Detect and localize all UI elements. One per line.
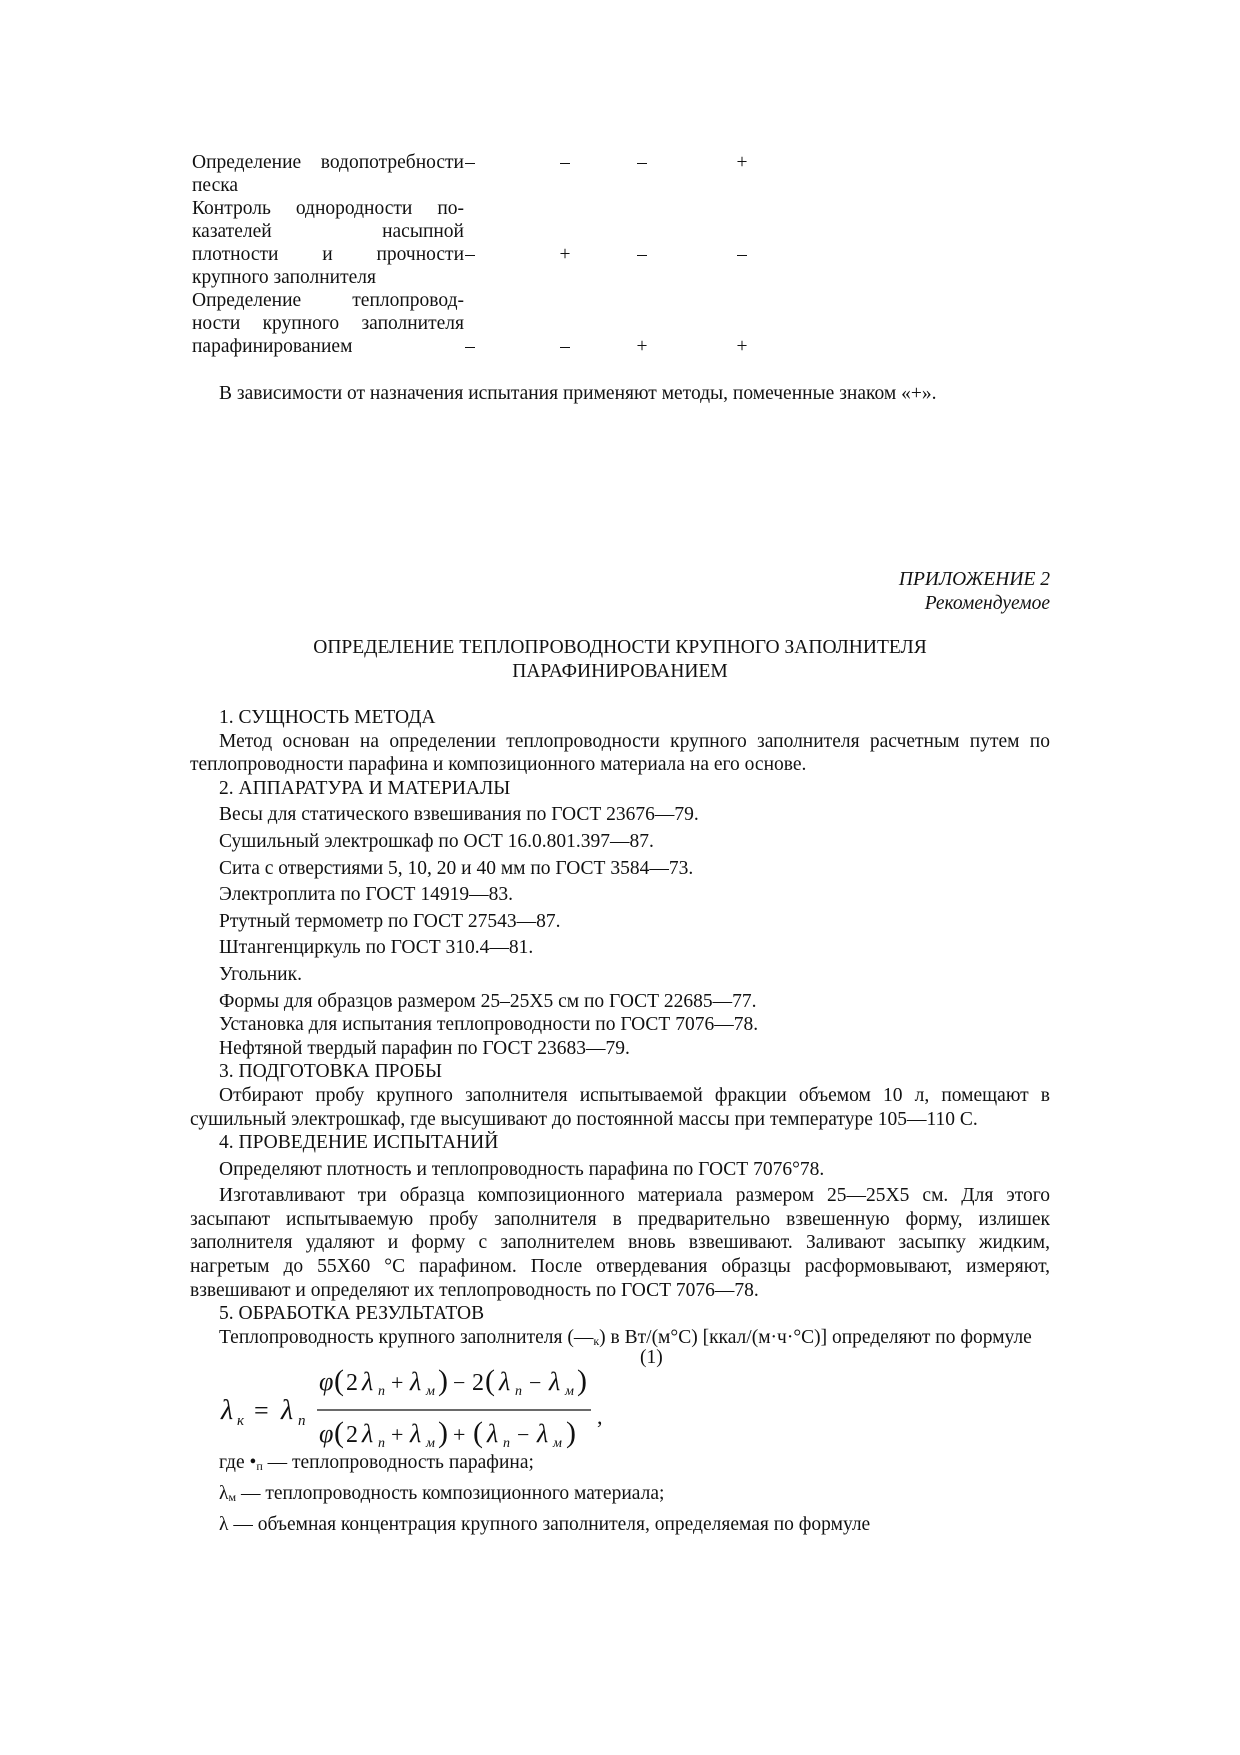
method-mark: – xyxy=(560,336,570,357)
row-description: Контроль однородности по- казателей насыпной плотности и прочности крупного заполнителя xyxy=(192,198,464,288)
paragraph: Изготавливают три образца композиционного материала размером 25—25Х5 см. Для этого засыпают испытываемую пробу заполнителя в предварительно взвешенную форму, излишек заполнителя удаляют и форму с заполнителем вновь взвешивают. Заливают засыпку жидким, нагретым до 55Х60 °С парафином. После отвердевания образцы расформовывают, измеряют, взвешивают и определяют их теплопроводность по ГОСТ 7076—78. xyxy=(190,1185,1050,1301)
row-description: Определение водопотребности песка xyxy=(192,152,464,196)
svg-text:м: м xyxy=(553,1436,562,1451)
method-mark: – xyxy=(560,152,570,173)
appendix-label xyxy=(899,568,1050,616)
svg-text:−: − xyxy=(529,1370,542,1395)
section-heading: 1. СУЩНОСТЬ МЕТОДА xyxy=(219,707,436,728)
section-heading: 5. ОБРАБОТКА РЕЗУЛЬТАТОВ xyxy=(219,1303,485,1325)
paragraph: Отбирают пробу крупного заполнителя испытываемой фракции объемом 10 л, помещают в сушильный электрошкаф, где высушивают до постоянной массы при температуре 105—110 С. xyxy=(190,1084,1050,1130)
svg-text:2: 2 xyxy=(472,1370,484,1396)
svg-text:2: 2 xyxy=(346,1370,358,1396)
svg-text:−: − xyxy=(517,1422,530,1447)
definition-item: λм — теплопроводность композиционного материала; xyxy=(219,1483,665,1504)
svg-text:(: ( xyxy=(334,1416,344,1449)
list-item: Весы для статического взвешивания по ГОСТ 23676—79. xyxy=(219,804,699,826)
svg-text:λ: λ xyxy=(487,1419,499,1448)
svg-text:λ: λ xyxy=(221,1395,234,1426)
svg-text:(: ( xyxy=(485,1364,495,1397)
svg-text:м: м xyxy=(426,1384,435,1399)
list-item: Электроплита по ГОСТ 14919—83. xyxy=(219,884,513,906)
list-item: Штангенциркуль по ГОСТ 310.4—81. xyxy=(219,937,534,959)
svg-text:λ: λ xyxy=(410,1419,422,1448)
svg-text:к: к xyxy=(237,1413,245,1429)
paragraph: Теплопроводность крупного заполнителя (—к) в Вт/(м°С) [ккал/(м·ч·°С)] определяют по формуле xyxy=(219,1326,1032,1348)
section-heading: 3. ПОДГОТОВКА ПРОБЫ xyxy=(219,1061,443,1083)
document-body xyxy=(190,706,1050,1353)
list-item: Ртутный термометр по ГОСТ 27543—87. xyxy=(219,910,561,932)
svg-text:(: ( xyxy=(473,1416,483,1449)
formula-definitions xyxy=(219,1449,870,1542)
section-heading: 4. ПРОВЕДЕНИЕ ИСПЫТАНИЙ xyxy=(219,1132,499,1154)
svg-text:): ) xyxy=(438,1364,448,1397)
svg-text:2: 2 xyxy=(346,1422,358,1448)
svg-text:λ: λ xyxy=(537,1419,549,1448)
svg-text:п: п xyxy=(378,1436,385,1451)
svg-text:φ: φ xyxy=(319,1367,334,1396)
svg-text:): ) xyxy=(566,1416,576,1449)
method-mark: – xyxy=(637,152,647,173)
methods-note: В зависимости от назначения испытания применяют методы, помеченные знаком «+». xyxy=(219,383,937,404)
method-mark: – xyxy=(465,336,475,357)
method-mark: + xyxy=(736,152,748,173)
svg-text:м: м xyxy=(426,1436,435,1451)
svg-text:(: ( xyxy=(334,1364,344,1397)
section-heading: 2. АППАРАТУРА И МАТЕРИАЛЫ xyxy=(219,777,511,799)
svg-text:λ: λ xyxy=(549,1367,561,1396)
svg-text:п: п xyxy=(515,1384,522,1399)
svg-text:λ: λ xyxy=(499,1367,511,1396)
method-mark: – xyxy=(465,152,475,173)
svg-text:λ: λ xyxy=(362,1419,374,1448)
table-row xyxy=(192,197,772,289)
svg-text:): ) xyxy=(577,1364,587,1397)
page-title: ОПРЕДЕЛЕНИЕ ТЕПЛОПРОВОДНОСТИ КРУПНОГО ЗАПОЛНИТЕЛЯ ПАРАФИНИРОВАНИЕМ xyxy=(313,637,927,682)
list-item: Нефтяной твердый парафин по ГОСТ 23683—79. xyxy=(219,1037,630,1059)
methods-table xyxy=(192,151,772,358)
table-row xyxy=(192,151,772,197)
paragraph: Определяют плотность и теплопроводность парафина по ГОСТ 7076°78. xyxy=(219,1158,825,1180)
svg-text:+: + xyxy=(391,1422,404,1447)
svg-text:п: п xyxy=(503,1436,510,1451)
method-mark: + xyxy=(736,336,748,357)
equation-number: (1) xyxy=(640,1347,663,1368)
svg-text:+: + xyxy=(453,1422,466,1447)
svg-text:λ: λ xyxy=(281,1395,294,1426)
svg-text:=: = xyxy=(254,1396,269,1425)
list-item: Формы для образцов размером 25–25Х5 см по ГОСТ 22685—77. xyxy=(219,990,757,1012)
svg-text:λ: λ xyxy=(362,1367,374,1396)
method-mark: – xyxy=(637,244,647,265)
svg-text:λ: λ xyxy=(410,1367,422,1396)
svg-text:,: , xyxy=(597,1404,603,1429)
svg-text:φ: φ xyxy=(319,1419,334,1448)
svg-text:м: м xyxy=(565,1384,574,1399)
method-mark: + xyxy=(636,336,648,357)
method-mark: – xyxy=(465,244,475,265)
thermal-conductivity-formula xyxy=(219,1362,669,1462)
svg-text:п: п xyxy=(378,1384,385,1399)
list-item: Установка для испытания теплопроводности по ГОСТ 7076—78. xyxy=(219,1014,759,1036)
svg-text:−: − xyxy=(453,1370,466,1395)
appendix-status: Рекомендуемое xyxy=(924,593,1050,614)
paragraph: Метод основан на определении теплопроводности крупного заполнителя расчетным путем по теплопроводности парафина и композиционного материала на его основе. xyxy=(190,730,1050,776)
list-item: Сушильный электрошкаф по ОСТ 16.0.801.397—87. xyxy=(219,830,654,852)
method-mark: + xyxy=(559,244,571,265)
svg-text:п: п xyxy=(298,1413,306,1429)
table-row xyxy=(192,289,772,358)
definition-item: где •п — теплопроводность парафина; xyxy=(219,1452,534,1473)
method-mark: – xyxy=(737,244,747,265)
svg-text:): ) xyxy=(438,1416,448,1449)
definition-item: λ — объемная концентрация крупного заполнителя, определяемая по формуле xyxy=(219,1514,871,1535)
svg-text:+: + xyxy=(391,1370,404,1395)
row-description: Определение теплопровод- ности крупного заполнителя парафинированием xyxy=(192,290,464,357)
list-item: Угольник. xyxy=(219,963,302,985)
list-item: Сита с отверстиями 5, 10, 20 и 40 мм по ГОСТ 3584—73. xyxy=(219,857,694,879)
appendix-number: ПРИЛОЖЕНИЕ 2 xyxy=(898,569,1050,590)
